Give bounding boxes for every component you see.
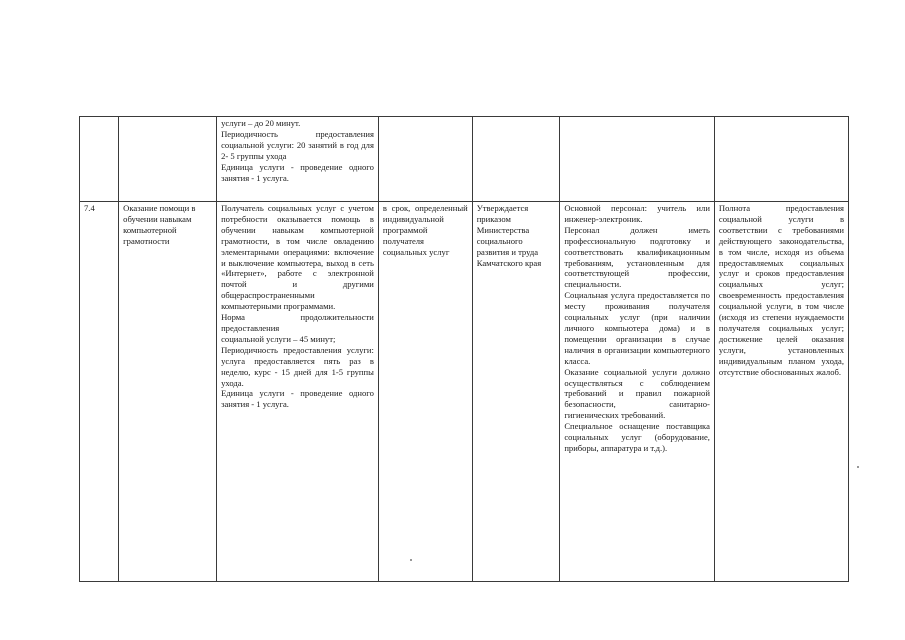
description-line: Периодичность предоставления социальной услуги: 20 занятий в год для 2- 5 группы ухода — [221, 128, 374, 161]
description-line: Единица услуги - проведение одного занятия - 1 услуга. — [221, 388, 374, 410]
conditions-line: Оказание социальной услуги должно осуществляться с соблюдением требований и правил пожарной безопасности, санитарно-гигиенических требований. — [564, 366, 710, 421]
cell-basis — [472, 202, 560, 582]
cell-description — [217, 117, 379, 202]
cell-basis — [472, 117, 560, 202]
cell-term — [378, 202, 472, 582]
description-line: Получатель социальных услуг с учетом потребности оказывается помощь в обучении навыкам компьютерной грамотности, в том числе овладению элементарными операциями: включение и выключение компьютера, выход в сеть «Интернет», работе с электронной почтой и другими общераспространенными компьютерными программами. — [221, 203, 374, 312]
service-name: Оказание помощи в обучении навыкам компьютерной грамотности — [123, 203, 196, 246]
services-table — [79, 116, 849, 582]
conditions-line: Социальная услуга предоставляется по месту проживания получателя социальных услуг (при наличии личного компьютера дома) и в помещении организации в случае наличия в организации компьютерного класса. — [564, 290, 710, 366]
table-row — [80, 117, 849, 202]
table-row — [80, 202, 849, 582]
cell-term — [378, 117, 472, 202]
description-line: Периодичность предоставления услуги: услуга предоставляется пять раз в неделю, курс - 15 дней для 1-5 группы ухода. — [221, 344, 374, 388]
scan-speck — [857, 466, 859, 468]
basis-text: Утверждается приказом Министерства социального развития и труда Камчатского края — [476, 203, 542, 268]
conditions-line: Основной персонал: учитель или инженер-электроник. — [564, 203, 710, 224]
description-line: Единица услуги - проведение одного занятия - 1 услуга. — [221, 161, 374, 183]
cell-quality — [714, 202, 848, 582]
conditions-line: Персонал должен иметь профессиональную подготовку и соответствовать квалификационным требованиям, установленным для соответствующей профессии, специальности. — [564, 224, 710, 290]
cell-conditions — [560, 117, 715, 202]
scan-speck — [410, 559, 412, 561]
cell-quality — [714, 117, 848, 202]
quality-line: Полнота предоставления социальной услуги в соответствии с требованиями действующего законодательства, в том числе, исходя из объема предоставляемых социальных услуг и сроков предоставления социальных услуг; своевременность предоставления социальной услуги, в том числе (исходя из степени нуждаемости получателя социальных услуг; достижение целей оказания услуги, установленных индивидуальным планом ухода, отсутствие обоснованных жалоб. — [718, 203, 844, 377]
cell-number — [80, 117, 119, 202]
cell-conditions — [560, 202, 715, 582]
term-text: в срок, определенный индивидуальной программой получателя социальных услуг — [382, 203, 468, 257]
cell-number: 7.4 — [80, 202, 119, 582]
description-line: социальной услуги – 45 минут; — [221, 333, 336, 344]
description-line: услуги – до 20 минут. — [221, 118, 301, 128]
cell-service-name — [119, 202, 217, 582]
cell-description — [217, 202, 379, 582]
cell-service-name — [119, 117, 217, 202]
description-line: Норма продолжительности предоставления — [221, 312, 374, 333]
conditions-line: Специальное оснащение поставщика социальных услуг (оборудование, приборы, аппаратура и т.д.). — [564, 421, 710, 453]
